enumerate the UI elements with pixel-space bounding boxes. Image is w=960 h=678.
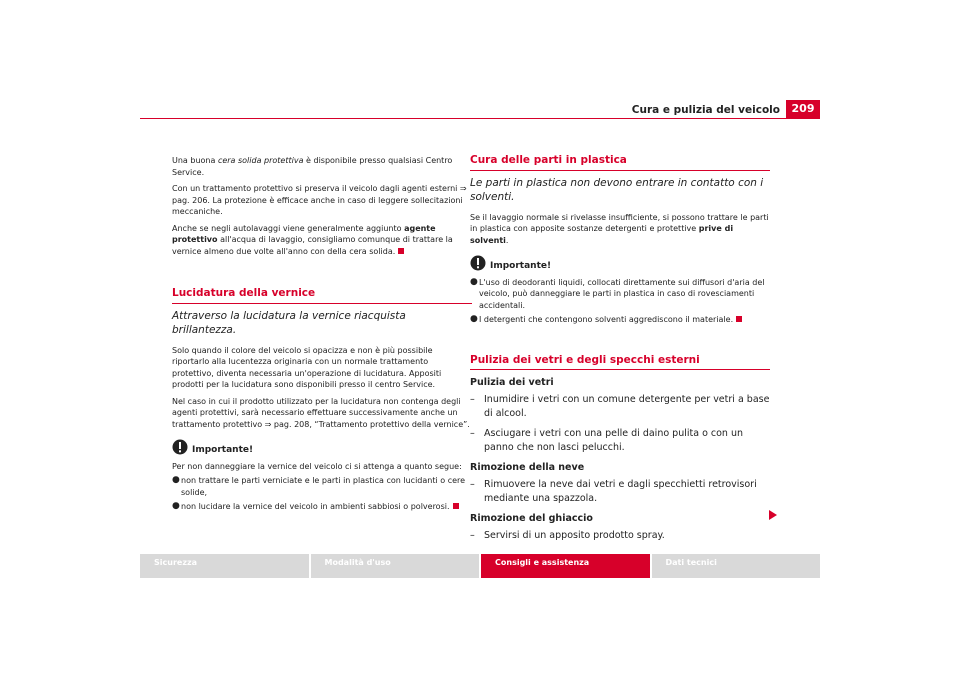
paragraph-protection: Con un trattamento protettivo si preserva il veicolo dagli agenti esterni ⇒ pag. 206. La protezione è efficace anche in caso di leggere sollecitazioni meccaniche. <box>172 184 467 216</box>
section-title-glass: Pulizia dei vetri e degli specchi esterni <box>470 355 770 371</box>
section-end-mark <box>398 248 404 254</box>
important-label: Importante! <box>490 261 552 271</box>
section-end-mark <box>736 316 742 322</box>
tab-dati-tecnici[interactable]: Dati tecnici <box>652 554 821 578</box>
tab-sicurezza[interactable]: Sicurezza <box>140 554 309 578</box>
important-heading <box>470 254 770 273</box>
right-column <box>470 155 770 549</box>
glass-instructions <box>470 376 770 543</box>
page-number-badge: 209 <box>786 100 820 118</box>
section-subtitle-plastic: Le parti in plastica non devono entrare in contatto con i solventi. <box>470 176 764 203</box>
paragraph-wax: Una buona cera solida protettiva è disponibile presso qualsiasi Centro Service. <box>172 156 453 177</box>
bullet-icon: ● <box>172 501 180 511</box>
important-label: Importante! <box>192 445 254 455</box>
bullet-icon: ● <box>470 276 478 287</box>
section-end-mark <box>453 503 459 509</box>
footer-nav <box>140 554 820 578</box>
paragraph-carwash: Anche se negli autolavaggi viene generalmente aggiunto agente protettivo all'acqua di lavaggio, consigliamo comunque di trattare la vernice almeno due volte all'anno con della cera solida. <box>172 223 453 256</box>
tab-consigli-assistenza[interactable]: Consigli e assistenza <box>481 554 650 578</box>
list-item: ● I detergenti che contengono solventi aggrediscono il materiale. <box>470 314 770 326</box>
paragraph-polishing-protection: Nel caso in cui il prodotto utilizzato per la lucidatura non contenga degli agenti protettivi, sarà necessario effettuare successivamente anche un trattamento protettivo ⇒ pag. 208, “Trattamento protettivo della vernice”. <box>172 396 470 429</box>
list-item: – Asciugare i vetri con una pelle di daino pulita o con un panno che non lasci pelucchi. <box>470 428 744 453</box>
list-item: ● non lucidare la vernice del veicolo in ambienti sabbiosi o polverosi. <box>172 501 472 513</box>
important-intro: Per non danneggiare la vernice del veicolo ci si attenga a quanto segue: <box>172 461 462 471</box>
list-item: – Servirsi di un apposito prodotto spray. <box>470 530 665 541</box>
tab-modalita-uso[interactable]: Modalità d'uso <box>311 554 480 578</box>
header-rule <box>140 118 820 119</box>
left-column <box>172 155 472 516</box>
bullet-icon: ● <box>470 314 478 324</box>
label-glass-cleaning: Pulizia dei vetri <box>470 377 554 388</box>
label-snow-removal: Rimozione della neve <box>470 462 585 473</box>
list-item: – Inumidire i vetri con un comune detergente per vetri a base di alcool. <box>470 394 770 419</box>
list-item: – Rimuovere la neve dai vetri e dagli specchietti retrovisori mediante una spazzola. <box>470 479 757 504</box>
paragraph-polishing: Solo quando il colore del veicolo si opacizza e non è più possibile riportarlo alla lucentezza originaria con un normale trattamento protettivo, diventa necessaria un'operazione di lucidatura. Appositi prodotti per la lucidatura sono disponibili presso il centro Service. <box>172 345 442 389</box>
running-header-title: Cura e pulizia del veicolo <box>631 104 780 116</box>
section-subtitle-polishing: Attraverso la lucidatura la vernice riacquista brillantezza. <box>172 309 406 336</box>
bullet-icon: ● <box>172 475 180 485</box>
paragraph-plastic: Se il lavaggio normale si rivelasse insufficiente, si possono trattare le parti in plastica con apposite sostanze detergenti e protettive prive di solventi. <box>470 212 769 245</box>
important-heading <box>172 438 472 457</box>
warning-icon <box>470 255 486 271</box>
list-item: ● L'uso di deodoranti liquidi, collocati direttamente sui diffusori d'aria del veicolo, può danneggiare le parti in plastica in caso di rovesciamenti accidentali. <box>470 276 765 310</box>
label-ice-removal: Rimozione del ghiaccio <box>470 513 593 524</box>
section-title-polishing: Lucidatura della vernice <box>172 288 472 304</box>
next-page-arrow-icon[interactable] <box>769 510 777 520</box>
warning-icon <box>172 439 188 455</box>
list-item: ● non trattare le parti verniciate e le parti in plastica con lucidanti o cere solide, <box>172 475 466 497</box>
section-title-plastic: Cura delle parti in plastica <box>470 155 770 171</box>
